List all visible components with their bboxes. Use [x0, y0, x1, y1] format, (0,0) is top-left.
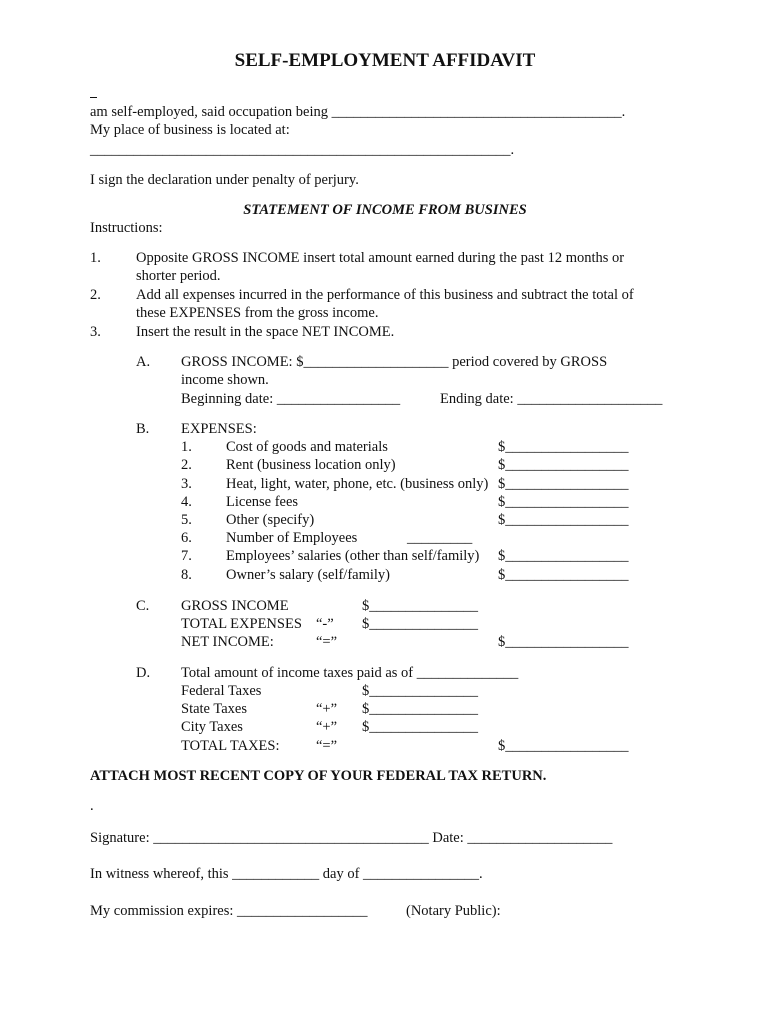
- total-taxes-blank: $_________________: [498, 738, 629, 754]
- expense-amount-blank: $_________________: [498, 494, 629, 510]
- instruction-number: 2.: [90, 287, 101, 303]
- instruction-text: Opposite GROSS INCOME insert total amount earned during the past 12 months or: [136, 250, 625, 266]
- section-c-letter: C.: [136, 598, 150, 614]
- statement-heading: STATEMENT OF INCOME FROM BUSINES: [243, 202, 527, 218]
- expense-label: Heat, light, water, phone, etc. (business only): [226, 476, 489, 492]
- tax-label: City Taxes: [181, 719, 243, 735]
- section-b-letter: B.: [136, 421, 150, 437]
- expense-number: 7.: [181, 548, 192, 564]
- expense-amount-blank: $_________________: [498, 476, 629, 492]
- employee-count-blank: _________: [407, 530, 473, 546]
- section-d-letter: D.: [136, 665, 151, 681]
- expense-amount-blank: $_________________: [498, 548, 629, 564]
- expense-number: 5.: [181, 512, 192, 528]
- income-shown-text: income shown.: [181, 372, 269, 388]
- tax-amount-blank: $_______________: [362, 701, 478, 717]
- summary-amount-blank: $_______________: [362, 616, 478, 632]
- tax-label: State Taxes: [181, 701, 247, 717]
- summary-operator: “-”: [316, 616, 334, 632]
- expense-amount-blank: $_________________: [498, 457, 629, 473]
- expense-amount-blank: $_________________: [498, 567, 629, 583]
- tax-operator: “+”: [316, 719, 338, 735]
- instruction-text: these EXPENSES from the gross income.: [136, 305, 379, 321]
- net-income-blank: $_________________: [498, 634, 629, 650]
- place-of-business-label: My place of business is located at:: [90, 122, 290, 138]
- expense-number: 4.: [181, 494, 192, 510]
- expense-label: Employees’ salaries (other than self/family): [226, 548, 480, 564]
- instruction-text: Insert the result in the space NET INCOME.: [136, 324, 395, 340]
- expense-number: 1.: [181, 439, 192, 455]
- expenses-heading: EXPENSES:: [181, 421, 257, 437]
- commission-expires-line: My commission expires: __________________: [90, 903, 368, 919]
- summary-label: NET INCOME:: [181, 634, 274, 650]
- expense-number: 6.: [181, 530, 192, 546]
- summary-operator: “=”: [316, 634, 338, 650]
- document-title: SELF-EMPLOYMENT AFFIDAVIT: [234, 50, 536, 71]
- expense-label: Number of Employees: [226, 530, 358, 546]
- expense-label: Rent (business location only): [226, 457, 396, 473]
- expense-label: License fees: [226, 494, 299, 510]
- instructions-label: Instructions:: [90, 220, 163, 236]
- instruction-number: 3.: [90, 324, 101, 340]
- summary-amount-blank: $_______________: [362, 598, 478, 614]
- expense-number: 8.: [181, 567, 192, 583]
- stray-dot: .: [90, 798, 94, 814]
- gross-income-line: GROSS INCOME: $____________________ period covered by GROSS: [181, 354, 608, 370]
- ending-date-field: Ending date: ____________________: [440, 391, 663, 407]
- tax-label: TOTAL TAXES:: [181, 738, 280, 754]
- signature-date-line: Signature: ______________________________________ Date: ____________________: [90, 830, 613, 846]
- section-a-letter: A.: [136, 354, 151, 370]
- instruction-text: Add all expenses incurred in the performance of this business and subtract the total of: [136, 287, 634, 303]
- tax-amount-blank: $_______________: [362, 683, 478, 699]
- occupation-line: am self-employed, said occupation being ________________________________________.: [90, 104, 626, 120]
- witness-line: In witness whereof, this ____________ day of ________________.: [90, 866, 483, 882]
- expense-amount-blank: $_________________: [498, 512, 629, 528]
- expense-label: Owner’s salary (self/family): [226, 567, 391, 583]
- expense-number: 2.: [181, 457, 192, 473]
- tax-label: Federal Taxes: [181, 683, 262, 699]
- tax-operator: “+”: [316, 701, 338, 717]
- expense-number: 3.: [181, 476, 192, 492]
- summary-label: TOTAL EXPENSES: [181, 616, 302, 632]
- perjury-statement: I sign the declaration under penalty of perjury.: [90, 172, 359, 188]
- beginning-date-field: Beginning date: _________________: [181, 391, 401, 407]
- summary-label: GROSS INCOME: [181, 598, 289, 614]
- expense-amount-blank: $_________________: [498, 439, 629, 455]
- notary-public-label: (Notary Public):: [406, 903, 501, 919]
- instruction-number: 1.: [90, 250, 101, 266]
- tax-operator: “=”: [316, 738, 338, 754]
- expense-label: Other (specify): [226, 512, 315, 528]
- name-blank-mark: [90, 97, 97, 98]
- taxes-heading: Total amount of income taxes paid as of ______________: [181, 665, 519, 681]
- place-of-business-blank: __________________________________________________________.: [90, 142, 515, 158]
- expense-label: Cost of goods and materials: [226, 439, 388, 455]
- instruction-text: shorter period.: [136, 268, 221, 284]
- tax-amount-blank: $_______________: [362, 719, 478, 735]
- attach-tax-return-notice: ATTACH MOST RECENT COPY OF YOUR FEDERAL TAX RETURN.: [90, 768, 547, 784]
